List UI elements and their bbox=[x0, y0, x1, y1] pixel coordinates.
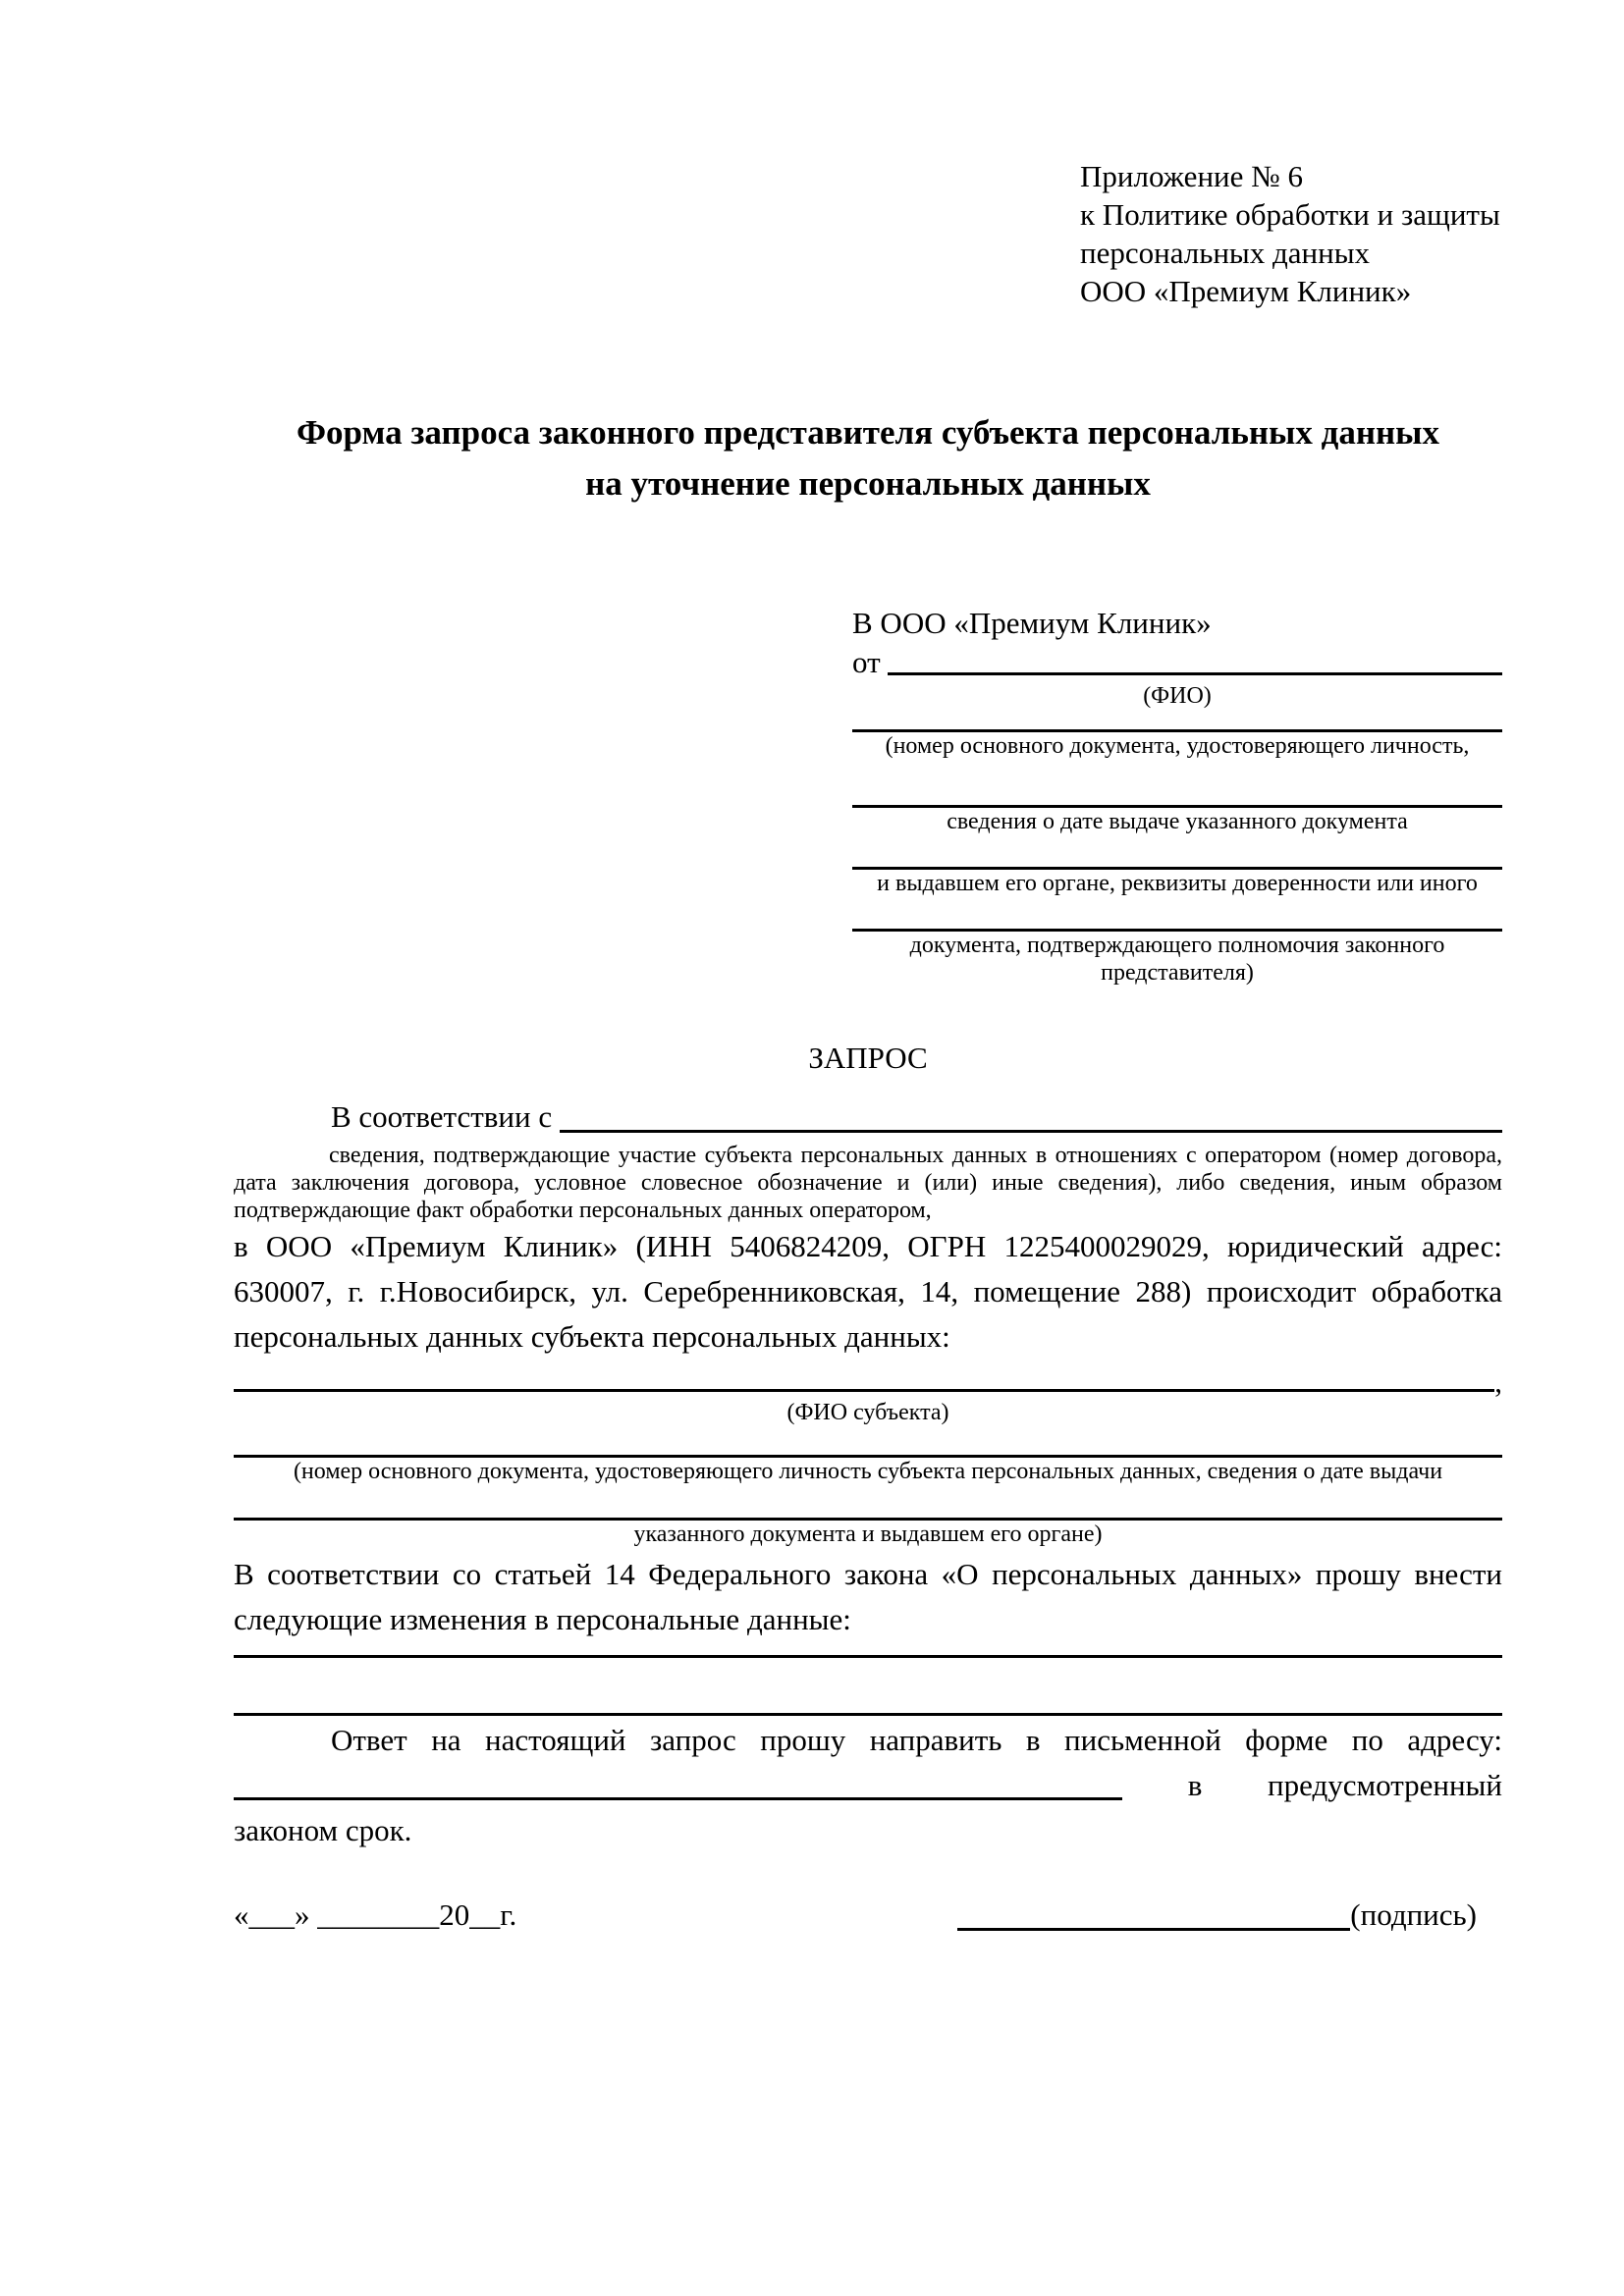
issue-date-caption: сведения о дате выдаче указанного документа bbox=[947, 809, 1408, 834]
appendix-header bbox=[1080, 157, 1502, 310]
addressee-block bbox=[852, 604, 1502, 987]
footer-row bbox=[234, 1893, 1502, 1938]
date-line: «___» ________20__г. bbox=[234, 1897, 517, 1932]
fill-in-line-representative-fio bbox=[888, 672, 1502, 675]
fill-in-line-subject-fio bbox=[234, 1389, 1494, 1392]
fill-in-line-document-number bbox=[852, 710, 1502, 732]
fill-in-line-issuing-authority bbox=[852, 835, 1502, 870]
answer-word-predusmotrennyi: предусмотренный bbox=[1268, 1768, 1502, 1802]
fill-in-line-signature bbox=[957, 1928, 1350, 1931]
signature-caption: (подпись) bbox=[1350, 1897, 1477, 1932]
addressee-from-label: от bbox=[852, 645, 889, 679]
fill-in-line-changes1 bbox=[234, 1642, 1502, 1658]
operator-paragraph: в ООО «Премиум Клиник» (ИНН 5406824209, ОГРН 1225400029029, юридический адрес: 630007, г. г.Новосибирск, ул. Серебренниковская, 14, помещение 288) происходит обработка персональных данных субъекта персональных данных: bbox=[234, 1229, 1502, 1354]
appendix-header-line: Приложение № 6 bbox=[1080, 159, 1303, 193]
subject-document-caption1: (номер основного документа, удостоверяющего личность субъекта персональных данных, сведения о дате выдачи bbox=[293, 1459, 1443, 1484]
fill-in-line-changes2 bbox=[234, 1658, 1502, 1716]
fill-in-line-issue-date bbox=[852, 760, 1502, 808]
issuing-authority-caption: и выдавшем его органе, реквизиты доверенности или иного bbox=[877, 871, 1478, 896]
answer-paragraph-line1: Ответ на настоящий запрос прошу направить в письменной форме по адресу: bbox=[331, 1723, 1502, 1757]
subject-fio-comma: , bbox=[1494, 1364, 1502, 1399]
signature-group bbox=[957, 1893, 1477, 1938]
authority-document-caption: документа, подтверждающего полномочия законного представителя) bbox=[909, 933, 1445, 986]
answer-paragraph-line2 bbox=[234, 1763, 1502, 1808]
appendix-header-line: ООО «Премиум Клиник» bbox=[1080, 274, 1412, 308]
fill-in-line-subject-document2 bbox=[234, 1485, 1502, 1521]
law-paragraph: В соответствии со статьей 14 Федерального закона «О персональных данных» прошу внести следующие изменения в персональные данные: bbox=[234, 1557, 1502, 1636]
document-title-line1: Форма запроса законного представителя субъекта персональных данных bbox=[297, 413, 1439, 452]
fio-caption: (ФИО) bbox=[1143, 683, 1212, 709]
addressee-from-row bbox=[852, 643, 1502, 682]
fill-in-line-address bbox=[234, 1797, 1122, 1800]
subject-document-caption2: указанного документа и выдавшем его органе) bbox=[633, 1522, 1103, 1547]
document-title-line2: на уточнение персональных данных bbox=[585, 464, 1151, 503]
relation-details-note: сведения, подтверждающие участие субъекта персональных данных в отношениях с оператором (номер договора, дата заключения договора, условное словесное обозначение и (или) иные сведения), либо сведения, иным образом подтверждающие факт обработки персональных данных оператором, bbox=[234, 1143, 1502, 1223]
document-number-caption: (номер основного документа, удостоверяющего личность, bbox=[885, 733, 1470, 759]
request-heading: ЗАПРОС bbox=[808, 1041, 928, 1075]
request-intro-row bbox=[234, 1095, 1502, 1140]
subject-fio-caption: (ФИО субъекта) bbox=[786, 1400, 949, 1425]
subject-fio-row bbox=[234, 1360, 1502, 1399]
request-intro-prefix: В соответствии с bbox=[331, 1099, 560, 1134]
fill-in-line-authority-document bbox=[852, 897, 1502, 932]
addressee-to: В ООО «Премиум Клиник» bbox=[852, 606, 1212, 640]
answer-paragraph-line3: законом срок. bbox=[234, 1813, 412, 1847]
fill-in-line-relation-details bbox=[560, 1130, 1502, 1133]
appendix-header-line: к Политике обработки и защиты bbox=[1080, 197, 1500, 232]
answer-word-v: в bbox=[1187, 1768, 1203, 1802]
fill-in-line-subject-document bbox=[234, 1426, 1502, 1458]
appendix-header-line: персональных данных bbox=[1080, 236, 1371, 270]
document-title bbox=[234, 407, 1502, 509]
